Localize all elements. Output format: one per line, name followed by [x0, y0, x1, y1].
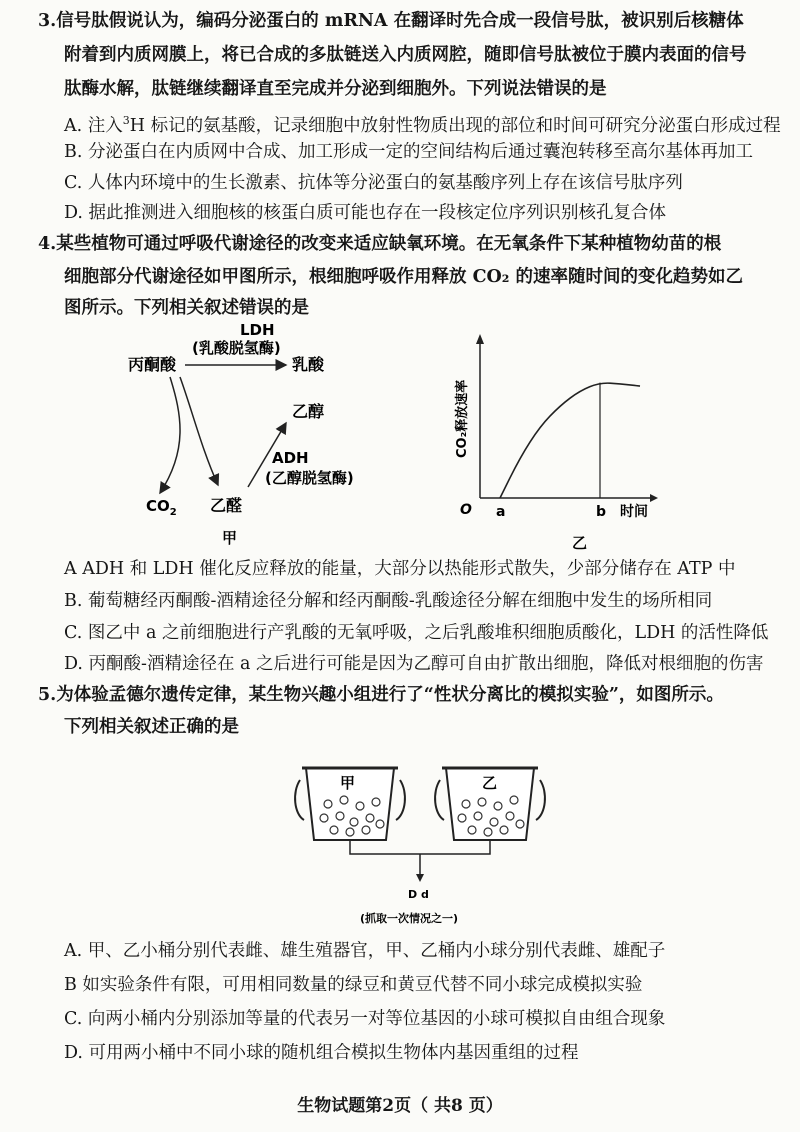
q4-stem-line-2: 细胞部分代谢途径如甲图所示，根细胞呼吸作用释放 CO₂ 的速率随时间的变化趋势如乙 [64, 267, 744, 287]
ldh-label: LDH [240, 321, 275, 339]
diagram-caption: 甲 [222, 529, 238, 547]
ldh-name-label: (乳酸脱氢酶) [192, 339, 281, 357]
x-tick-b: b [596, 504, 607, 520]
co2-label: $CO_2$ [146, 497, 177, 518]
bucket-left-label: 甲 [340, 774, 356, 792]
q4-option-b: B. 葡萄糖经丙酮酸-酒精途径分解和经丙酮酸-乳酸途径分解在细胞中发生的场所相同 [64, 591, 713, 611]
q3-stem-line-2: 附着到内质网膜上，将已合成的多肽链送入内质网腔，随即信号肽被位于膜内表面的信号 [64, 45, 747, 65]
q5-stem-line-1: 5.为体验孟德尔遗传定律，某生物兴趣小组进行了“性状分离比的模拟实验”，如图所示。 [38, 685, 724, 705]
q3-option-c: C. 人体内环境中的生长激素、抗体等分泌蛋白的氨基酸序列上存在该信号肽序列 [64, 173, 683, 193]
co2-release-rate-chart [440, 330, 710, 555]
q5-option-d: D. 可用两小桶中不同小球的随机组合模拟生物体内基因重组的过程 [64, 1043, 579, 1063]
pyruvate-to-acetaldehyde-arrow [180, 377, 218, 485]
q5-stem-line-2: 下列相关叙述正确的是 [64, 717, 239, 737]
figure-caption: (抓取一次情况之一) [360, 912, 459, 925]
q4-option-a: A ADH 和 LDH 催化反应释放的能量，大部分以热能形式散失，少部分储存在 ATP 中 [64, 559, 736, 579]
q5-option-c: C. 向两小桶内分别添加等量的代表另一对等位基因的小球可模拟自由组合现象 [64, 1009, 666, 1029]
result-balls: D d [408, 888, 429, 901]
connector-line [350, 840, 490, 854]
q4-stem-line-1: 4.某些植物可通过呼吸代谢途径的改变来适应缺氧环境。在无氧条件下某种植物幼苗的根 [38, 234, 722, 254]
q3-stem-line-1: 3.信号肽假说认为，编码分泌蛋白的 mRNA 在翻译时先合成一段信号肽，被识别后核糖体 [38, 11, 744, 31]
q4-stem-line-3: 图所示。下列相关叙述错误的是 [64, 298, 309, 318]
chart-y-axis-label: CO₂释放速率 [455, 379, 470, 458]
q3-option-a: A. 注入$^3$H 标记的氨基酸，记录细胞中放射性物质出现的部位和时间可研究分泌蛋白形成过程 [64, 114, 781, 136]
co2-rate-curve [500, 383, 640, 498]
adh-name-label: (乙醇脱氢酶) [265, 469, 354, 487]
q3-stem-line-3: 肽酶水解，肽链继续翻译直至完成并分泌到细胞外。下列说法错误的是 [64, 79, 607, 99]
bucket-right [435, 768, 545, 840]
chart-origin-label: O [460, 502, 472, 518]
q4-option-d: D. 丙酮酸-酒精途径在 a 之后进行可能是因为乙醇可自由扩散出细胞，降低对根细胞的伤害 [64, 654, 764, 674]
lactate-label: 乳酸 [292, 355, 325, 374]
bucket-experiment-figure [290, 752, 550, 927]
chart-x-axis-label: 时间 [620, 504, 648, 520]
q5-number: 5. [38, 685, 57, 705]
q4-number: 4. [38, 234, 57, 254]
q5-option-b: B 如实验条件有限，可用相同数量的绿豆和黄豆代替不同小球完成模拟实验 [64, 975, 643, 995]
x-tick-a: a [496, 504, 506, 520]
adh-label: ADH [272, 449, 309, 467]
bucket-left [295, 768, 405, 840]
metabolic-pathway-diagram [110, 315, 410, 550]
pyruvate-label: 丙酮酸 [128, 355, 177, 374]
q3-number: 3. [38, 11, 57, 31]
q4-option-c: C. 图乙中 a 之前细胞进行产乳酸的无氧呼吸，之后乳酸堆积细胞质酸化，LDH 的活性降低 [64, 623, 769, 643]
y-axis-arrowhead [476, 334, 484, 344]
chart-caption: 乙 [572, 534, 588, 552]
page-footer: 生物试题第2页（ 共8 页） [297, 1096, 503, 1116]
q3-option-d: D. 据此推测进入细胞核的核蛋白质可能也存在一段核定位序列识别核孔复合体 [64, 203, 667, 223]
pyruvate-to-co2-arrow [160, 377, 180, 493]
bucket-right-label: 乙 [482, 774, 498, 792]
q5-option-a: A. 甲、乙小桶分别代表雌、雄生殖器官，甲、乙桶内小球分别代表雌、雄配子 [64, 941, 666, 961]
x-axis-arrowhead [650, 494, 658, 502]
q3-option-b: B. 分泌蛋白在内质网中合成、加工形成一定的空间结构后通过囊泡转移至高尔基体再加工 [64, 142, 753, 162]
acetaldehyde-label: 乙醛 [210, 496, 243, 515]
ethanol-label: 乙醇 [292, 402, 325, 421]
